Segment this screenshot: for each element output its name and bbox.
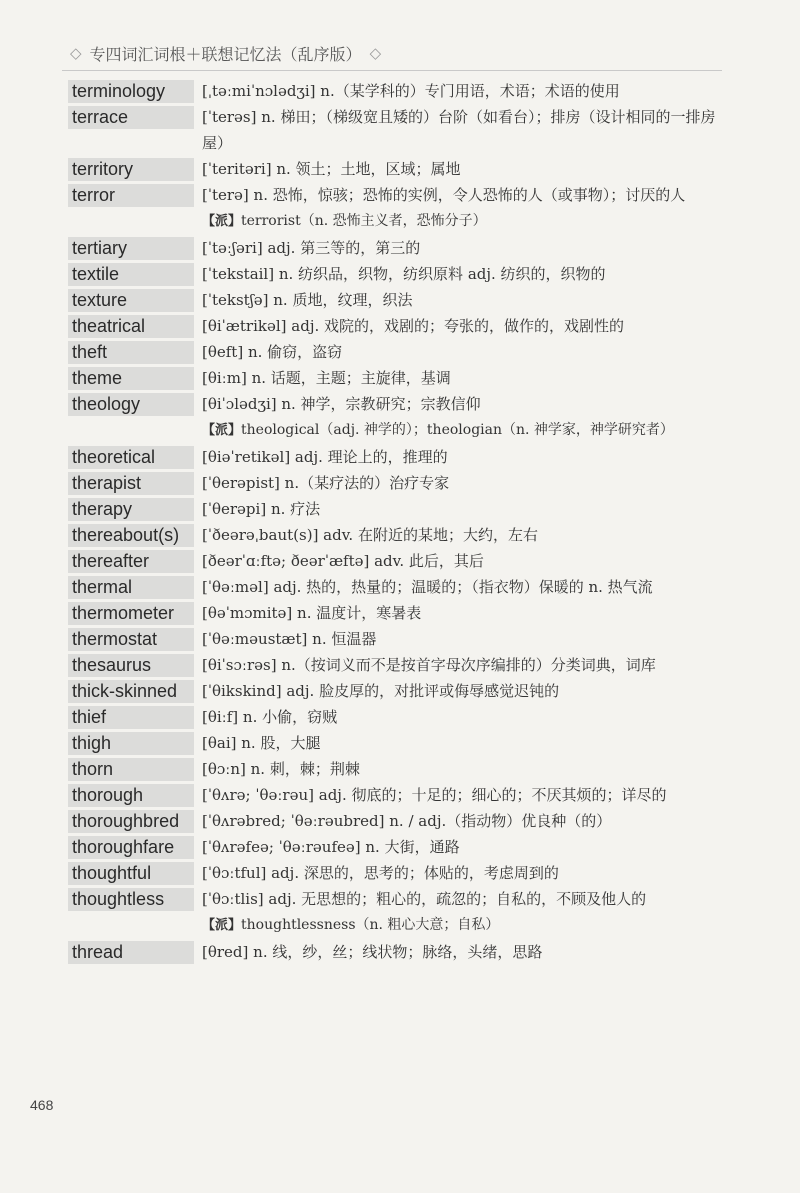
headword: theology: [68, 393, 194, 416]
page-number: 468: [30, 1097, 54, 1113]
headword: thief: [68, 706, 194, 729]
headword: thick-skinned: [68, 680, 194, 703]
definition: [θred] n. 线，纱，丝；线状物；脉络，头绪，思路: [202, 943, 543, 961]
headword: thoughtless: [68, 888, 194, 911]
vocab-entry: [68, 235, 728, 261]
headword: thigh: [68, 732, 194, 755]
definition: [θiˈsɔːrəs] n.（按词义而不是按首字母次序编排的）分类词典，词库: [202, 656, 656, 674]
headword: tertiary: [68, 237, 194, 260]
vocab-entry: [68, 287, 728, 313]
header-divider: [62, 70, 722, 71]
definition: [ˈθikskind] adj. 脸皮厚的，对批评或侮辱感觉迟钝的: [202, 682, 560, 700]
headword: theatrical: [68, 315, 194, 338]
vocabulary-list: [68, 78, 728, 965]
vocab-entry: [68, 782, 728, 808]
vocab-entry: [68, 678, 728, 704]
definition: [ˈθʌrə; ˈθəːrəu] adj. 彻底的；十足的；细心的；不厌其烦的；详尽的: [202, 786, 667, 804]
vocab-entry: [68, 574, 728, 600]
vocab-entry: [68, 78, 728, 104]
diamond-icon: ◇: [70, 44, 82, 62]
derivative-text: thoughtlessness（n. 粗心大意；自私）: [241, 917, 500, 933]
vocab-entry: [68, 600, 728, 626]
headword: theoretical: [68, 446, 194, 469]
derivative-tag: 【派】: [202, 423, 242, 438]
diamond-icon: ◇: [369, 44, 382, 62]
vocab-entry: [68, 886, 728, 912]
definition: [θiˈɔlədʒi] n. 神学，宗教研究；宗教信仰: [202, 395, 481, 413]
definition: [θiːf] n. 小偷，窃贼: [202, 708, 338, 726]
vocab-entry: [68, 548, 728, 574]
definition: [ˈtəːʃəri] adj. 第三等的，第三的: [202, 239, 421, 257]
vocab-entry: [68, 104, 728, 156]
headword: theme: [68, 367, 194, 390]
definition: [ˈterə] n. 恐怖，惊骇；恐怖的实例，令人恐怖的人（或事物）；讨厌的人: [202, 186, 686, 204]
definition: [θai] n. 股，大腿: [202, 734, 321, 752]
definition: [ˈtekstail] n. 纺织品，织物，纺织原料 adj. 纺织的，织物的: [202, 265, 606, 283]
headword: terminology: [68, 80, 194, 103]
headword: thoroughfare: [68, 836, 194, 859]
headword: thorough: [68, 784, 194, 807]
running-header: [62, 38, 722, 68]
vocab-entry: [68, 652, 728, 678]
headword: terrace: [68, 106, 194, 129]
headword: theft: [68, 341, 194, 364]
headword: thereafter: [68, 550, 194, 573]
headword: territory: [68, 158, 194, 181]
definition: [ˈθʌrəbred; ˈθəːrəubred] n. / adj.（指动物）优良种（的）: [202, 812, 612, 830]
headword: thermal: [68, 576, 194, 599]
definition: [θəˈmɔmitə] n. 温度计，寒暑表: [202, 604, 422, 622]
definition: [ˈθəːməustæt] n. 恒温器: [202, 630, 377, 648]
definition: [ˈθɔːtlis] adj. 无思想的；粗心的，疏忽的；自私的，不顾及他人的: [202, 890, 647, 908]
definition: [θiˈætrikəl] adj. 戏院的，戏剧的；夸张的，做作的，戏剧性的: [202, 317, 625, 335]
definition: [θeft] n. 偷窃，盗窃: [202, 343, 343, 361]
headword: therapy: [68, 498, 194, 521]
vocab-entry: [68, 756, 728, 782]
definition: [θɔːn] n. 刺，棘；荆棘: [202, 760, 360, 778]
derivative-line: [202, 912, 728, 939]
vocab-entry: [68, 730, 728, 756]
definition: [ˈðeərəˌbaut(s)] adv. 在附近的某地；大约，左右: [202, 526, 538, 544]
vocab-entry: [68, 313, 728, 339]
derivative-line: [202, 417, 728, 444]
vocab-entry: [68, 470, 728, 496]
vocab-entry: [68, 860, 728, 886]
definition: [ˌtəːmiˈnɔlədʒi] n.（某学科的）专门用语，术语；术语的使用: [202, 82, 620, 100]
definition: [ˈθerəpi] n. 疗法: [202, 500, 321, 518]
vocab-entry: [68, 496, 728, 522]
headword: thermometer: [68, 602, 194, 625]
vocab-entry: [68, 808, 728, 834]
headword: textile: [68, 263, 194, 286]
vocab-entry: [68, 339, 728, 365]
definition: [ˈterəs] n. 梯田；（梯级宽且矮的）台阶（如看台）；排房（设计相同的一排房屋）: [202, 108, 716, 152]
vocab-entry: [68, 156, 728, 182]
vocab-entry: [68, 444, 728, 470]
vocab-entry: [68, 834, 728, 860]
definition: [θiːm] n. 话题，主题；主旋律，基调: [202, 369, 451, 387]
vocab-entry: [68, 522, 728, 548]
definition: [ˈθerəpist] n.（某疗法的）治疗专家: [202, 474, 450, 492]
derivative-tag: 【派】: [202, 214, 242, 229]
headword: texture: [68, 289, 194, 312]
definition: [ˈθɔːtful] adj. 深思的，思考的；体贴的，考虑周到的: [202, 864, 559, 882]
definition: [ˈteritəri] n. 领土；土地，区域；属地: [202, 160, 461, 178]
derivative-line: [202, 208, 728, 235]
headword: thoughtful: [68, 862, 194, 885]
definition: [ˈθəːməl] adj. 热的，热量的；温暖的；（指衣物）保暖的 n. 热气流: [202, 578, 653, 596]
vocab-entry: [68, 365, 728, 391]
headword: thereabout(s): [68, 524, 194, 547]
vocab-entry: [68, 626, 728, 652]
definition: [ðeərˈɑːftə; ðeərˈæftə] adv. 此后，其后: [202, 552, 484, 570]
derivative-text: terrorist（n. 恐怖主义者，恐怖分子）: [241, 213, 487, 229]
definition: [θiəˈretikəl] adj. 理论上的，推理的: [202, 448, 448, 466]
definition: [ˈtekstʃə] n. 质地，纹理，织法: [202, 291, 413, 309]
headword: thorn: [68, 758, 194, 781]
headword: thoroughbred: [68, 810, 194, 833]
vocab-entry: [68, 182, 728, 208]
vocab-entry: [68, 391, 728, 417]
derivative-tag: 【派】: [202, 918, 242, 933]
headword: thesaurus: [68, 654, 194, 677]
headword: thermostat: [68, 628, 194, 651]
vocab-entry: [68, 939, 728, 965]
headword: therapist: [68, 472, 194, 495]
vocab-entry: [68, 704, 728, 730]
headword: terror: [68, 184, 194, 207]
derivative-text: theological（adj. 神学的）；theologian（n. 神学家，神学研究者）: [241, 422, 674, 438]
vocab-entry: [68, 261, 728, 287]
headword: thread: [68, 941, 194, 964]
book-title: 专四词汇词根＋联想记忆法（乱序版）: [89, 44, 362, 64]
definition: [ˈθʌrəfeə; ˈθəːrəufeə] n. 大街，通路: [202, 838, 460, 856]
